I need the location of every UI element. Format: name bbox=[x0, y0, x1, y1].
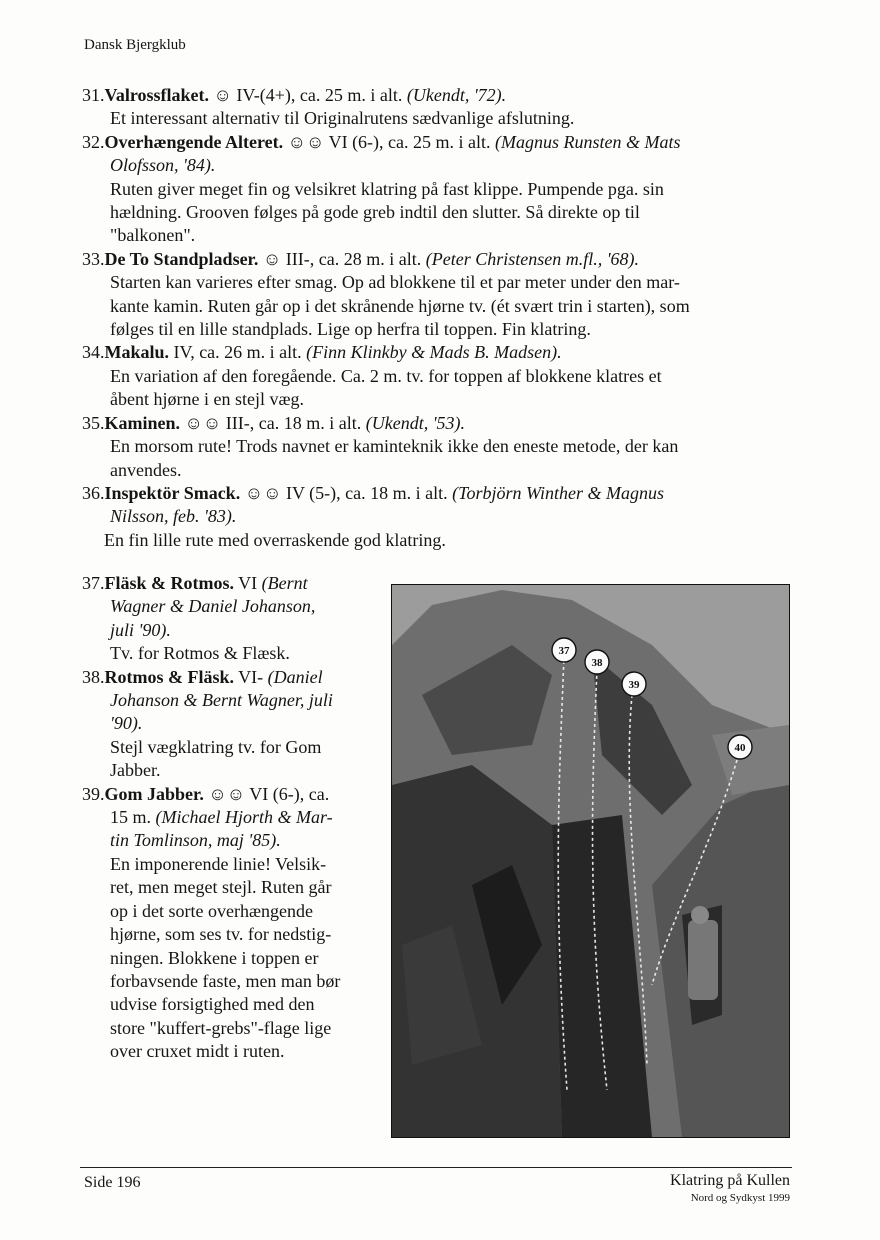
route-heading bbox=[82, 412, 782, 435]
route-description: Starten kan varieres efter smag. Op ad blokkene til et par meter under den mar- bbox=[110, 272, 680, 293]
running-header: Dansk Bjergklub bbox=[84, 37, 186, 53]
route-description: "balkonen". bbox=[110, 225, 196, 246]
route-marker-label-38: 38 bbox=[591, 657, 603, 669]
route-description: En imponerende linie! Velsik- bbox=[110, 853, 327, 874]
route-description: Ruten giver meget fin og velsikret klatring på fast klippe. Pumpende pga. sin bbox=[110, 178, 664, 199]
route-name: Makalu. bbox=[104, 342, 170, 363]
route-number: 38. bbox=[82, 666, 105, 687]
route-author-cont bbox=[82, 829, 382, 852]
route-number: 31. bbox=[82, 85, 105, 105]
route-author: (Finn Klinkby & Mads B. Madsen). bbox=[306, 342, 562, 363]
footer-rule bbox=[80, 1167, 792, 1168]
route-description: over cruxet midt i ruten. bbox=[110, 1041, 285, 1062]
route-number: 34. bbox=[82, 342, 105, 363]
route-grade: ☺ III-, ca. 28 m. i alt. bbox=[258, 248, 426, 269]
route-author-cont bbox=[82, 595, 382, 618]
route-31 bbox=[82, 84, 782, 131]
route-author: Nilsson, feb. '83). bbox=[110, 506, 237, 527]
route-list-left-column bbox=[82, 572, 382, 1064]
route-description: Et interessant alternativ til Originalrutens sædvanlige afslutning. bbox=[110, 108, 575, 129]
route-grade: ☺☺ VI (6-), ca. 25 m. i alt. bbox=[283, 131, 496, 152]
route-author: (Ukendt, '72). bbox=[406, 85, 507, 105]
route-description: forbavsende faste, men man bør bbox=[110, 970, 341, 991]
route-marker-label-37: 37 bbox=[558, 645, 570, 657]
route-37 bbox=[82, 572, 382, 666]
route-author: '90). bbox=[110, 713, 143, 734]
cliff-photo-drawing bbox=[392, 585, 789, 1137]
route-author: (Peter Christensen m.fl., '68). bbox=[425, 248, 640, 269]
route-description: åbent hjørne i en stejl væg. bbox=[110, 389, 304, 410]
route-name: De To Standpladser. bbox=[104, 248, 259, 269]
route-description: anvendes. bbox=[110, 459, 182, 480]
route-author-cont bbox=[82, 689, 382, 712]
publication-title: Klatring på Kullen bbox=[670, 1172, 790, 1189]
route-description: Jabber. bbox=[110, 760, 161, 781]
route-author: Wagner & Daniel Johanson, bbox=[110, 596, 316, 617]
route-heading bbox=[82, 84, 782, 107]
route-grade: ☺☺ III-, ca. 18 m. i alt. bbox=[180, 412, 366, 433]
route-author-cont bbox=[82, 712, 382, 735]
route-name: Inspektör Smack. bbox=[104, 482, 241, 503]
route-heading bbox=[82, 482, 782, 505]
route-39 bbox=[82, 783, 382, 1064]
route-grade: IV, ca. 26 m. i alt. bbox=[169, 342, 307, 363]
route-name: Gom Jabber. bbox=[104, 783, 204, 804]
route-heading bbox=[82, 131, 782, 154]
route-description: hjørne, som ses tv. for nedstig- bbox=[110, 924, 332, 945]
publication-edition: Nord og Sydkyst 1999 bbox=[690, 1192, 790, 1204]
cliff-photo bbox=[391, 584, 790, 1138]
route-number: 37. bbox=[82, 573, 105, 593]
route-description: ningen. Blokkene i toppen er bbox=[110, 947, 319, 968]
publication-info bbox=[670, 1172, 790, 1204]
route-heading bbox=[82, 572, 382, 595]
route-heading bbox=[82, 341, 782, 364]
route-number: 39. bbox=[82, 783, 105, 804]
route-heading bbox=[82, 783, 382, 806]
route-32 bbox=[82, 131, 782, 248]
route-author-cont bbox=[82, 505, 782, 528]
route-name: Rotmos & Fläsk. bbox=[104, 666, 234, 687]
route-author: (Daniel bbox=[267, 666, 323, 687]
route-grade: VI- bbox=[234, 666, 268, 687]
route-marker-label-39: 39 bbox=[628, 679, 640, 691]
route-description: store "kuffert-grebs"-flage lige bbox=[110, 1017, 332, 1038]
page-number: Side 196 bbox=[84, 1174, 141, 1191]
route-author: Johanson & Bernt Wagner, juli bbox=[110, 690, 333, 711]
route-author: juli '90). bbox=[110, 619, 171, 640]
route-description: Tv. for Rotmos & Flæsk. bbox=[110, 643, 290, 664]
route-grade: 15 m. bbox=[110, 807, 156, 828]
route-author: (Magnus Runsten & Mats bbox=[495, 131, 681, 152]
route-name: Kaminen. bbox=[104, 412, 181, 433]
route-grade: VI bbox=[234, 573, 262, 593]
route-heading bbox=[82, 666, 382, 689]
route-grade-cont bbox=[82, 806, 382, 829]
route-author: (Michael Hjorth & Mar- bbox=[155, 807, 333, 828]
route-36 bbox=[82, 482, 782, 552]
route-description: udvise forsigtighed med den bbox=[110, 994, 315, 1015]
route-name: Overhængende Alteret. bbox=[104, 131, 284, 152]
route-list-full-width bbox=[82, 84, 782, 552]
route-number: 33. bbox=[82, 248, 105, 269]
route-author: tin Tomlinson, maj '85). bbox=[110, 830, 281, 851]
route-grade: ☺☺ IV (5-), ca. 18 m. i alt. bbox=[240, 482, 453, 503]
route-35 bbox=[82, 412, 782, 482]
route-author-cont bbox=[82, 154, 782, 177]
route-description: En fin lille rute med overraskende god klatring. bbox=[104, 529, 446, 550]
route-number: 32. bbox=[82, 131, 105, 152]
route-name: Fläsk & Rotmos. bbox=[104, 573, 234, 593]
route-author: (Torbjörn Winther & Magnus bbox=[452, 482, 664, 503]
route-description: hældning. Grooven følges på gode greb indtil den slutter. Så direkte op til bbox=[110, 202, 640, 223]
route-number: 35. bbox=[82, 412, 105, 433]
route-description: En morsom rute! Trods navnet er kaminteknik ikke den eneste metode, der kan bbox=[110, 436, 679, 457]
route-heading bbox=[82, 248, 782, 271]
route-description: Stejl vægklatring tv. for Gom bbox=[110, 736, 322, 757]
route-grade: ☺ IV-(4+), ca. 25 m. i alt. bbox=[209, 85, 407, 105]
route-author: (Bernt bbox=[261, 573, 308, 593]
route-grade: ☺☺ VI (6-), ca. bbox=[203, 783, 330, 804]
route-33 bbox=[82, 248, 782, 342]
route-description: ret, men meget stejl. Ruten går bbox=[110, 877, 332, 898]
route-description: kante kamin. Ruten går op i det skrånende hjørne tv. (ét svært trin i starten), som bbox=[110, 295, 690, 316]
route-author: (Ukendt, '53). bbox=[365, 412, 466, 433]
route-34 bbox=[82, 341, 782, 411]
route-description: En variation af den foregående. Ca. 2 m. tv. for toppen af blokkene klatres et bbox=[110, 365, 662, 386]
route-author: Olofsson, '84). bbox=[110, 155, 216, 176]
route-description: op i det sorte overhængende bbox=[110, 900, 313, 921]
route-name: Valrossflaket. bbox=[104, 85, 210, 105]
route-38 bbox=[82, 666, 382, 783]
route-description: følges til en lille standplads. Lige op herfra til toppen. Fin klatring. bbox=[110, 319, 591, 340]
route-author-cont bbox=[82, 619, 382, 642]
route-number: 36. bbox=[82, 482, 105, 503]
route-marker-label-40: 40 bbox=[734, 742, 746, 754]
